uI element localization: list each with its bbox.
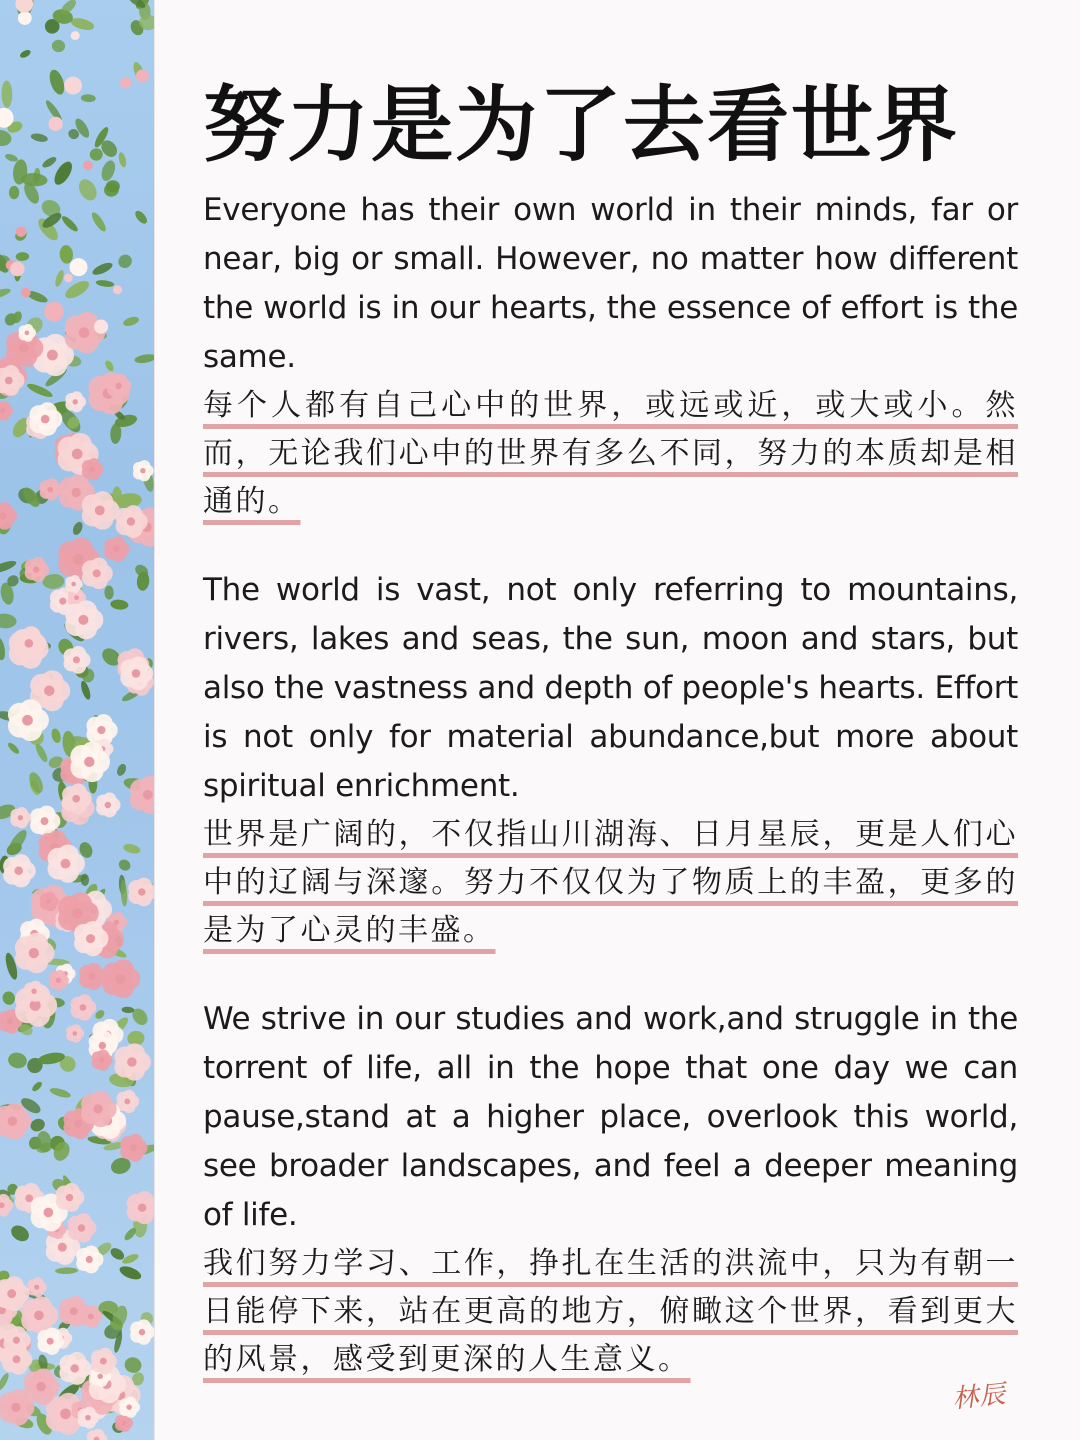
flower-bud	[16, 226, 26, 236]
section-3	[203, 995, 1018, 1384]
leaf	[59, 245, 74, 264]
leaf	[1, 990, 16, 1006]
flower	[102, 959, 140, 998]
leaf	[9, 186, 20, 200]
leaf	[0, 613, 17, 629]
leaf	[47, 68, 67, 97]
leaf	[49, 1086, 72, 1099]
flower	[3, 854, 36, 887]
flower	[128, 878, 155, 907]
leaf	[121, 1252, 140, 1266]
flower	[127, 1191, 155, 1224]
leaf	[69, 16, 95, 32]
leaf	[91, 260, 114, 277]
flower-bud	[94, 320, 108, 334]
section-3-chinese-text: 我们努力学习、工作，挣扎在生活的洪流中，只为有朝一日能停下来，站在更高的地方，俯瞰这个世界，看到更大的风景，感受到更深的人生意义。	[203, 1246, 1018, 1377]
leaf	[122, 315, 140, 327]
page-title: 努力是为了去看世界	[203, 78, 960, 173]
flower-bud	[136, 70, 149, 83]
flower	[56, 1183, 84, 1212]
leaf	[123, 1355, 143, 1374]
leaf	[19, 48, 32, 59]
leaf	[79, 680, 92, 701]
flower	[79, 963, 106, 990]
article	[203, 78, 1018, 1424]
flower	[68, 1213, 97, 1242]
leaf	[54, 269, 66, 288]
flower-bud	[69, 258, 87, 276]
leaf	[51, 39, 66, 53]
flower-bud	[18, 11, 32, 25]
leaf	[0, 637, 7, 661]
leaf	[55, 1267, 78, 1274]
section-1	[203, 186, 1018, 526]
leaf	[51, 159, 76, 188]
leaf	[0, 287, 12, 300]
flower	[66, 1024, 84, 1042]
leaf	[8, 1222, 32, 1244]
flower-bud	[83, 161, 93, 171]
section-1-chinese	[203, 382, 1018, 526]
leaf	[118, 1264, 143, 1282]
section-3-english: We strive in our studies and work,and struggle in the torrent of life, all in the hope that one day we can pause,stand at a higher place, overlook this world, see broader landscapes, and feel a deeper meaning of life.	[203, 1001, 1018, 1233]
flower-bud	[120, 77, 131, 88]
signature: 林辰	[950, 1379, 1008, 1415]
leaf	[104, 585, 114, 599]
section-1-chinese-text: 每个人都有自己心中的世界，或远或近，或大或小。然而，无论我们心中的世界有多么不同，努力的本质却是相通的。	[203, 388, 1018, 519]
leaf	[0, 1372, 11, 1392]
flower	[10, 807, 31, 828]
section-3-chinese	[203, 1240, 1018, 1384]
leaf	[122, 842, 141, 855]
flower	[71, 994, 97, 1020]
flower	[120, 1134, 147, 1162]
leaf	[26, 770, 45, 795]
leaf	[117, 857, 133, 872]
leaf	[99, 159, 118, 183]
leaf	[134, 353, 155, 365]
flower	[65, 600, 103, 639]
flower	[82, 558, 113, 590]
flower-bud	[10, 262, 25, 277]
leaf	[115, 763, 128, 778]
flower	[87, 1429, 108, 1440]
flower-bud	[71, 31, 80, 40]
leaf	[71, 520, 84, 536]
leaf	[34, 742, 50, 763]
leaf	[50, 727, 62, 743]
leaf	[0, 558, 18, 575]
leaf	[133, 209, 149, 226]
flower	[114, 1043, 151, 1080]
flower	[0, 502, 17, 530]
leaf	[117, 152, 127, 169]
leaf	[4, 152, 19, 163]
section-1-english: Everyone has their own world in their minds, far or near, big or small. However, no matter how different the world is in our hearts, the essence of effort is the same.	[203, 192, 1018, 375]
flower-bud	[64, 77, 82, 95]
flower-illustration	[0, 0, 155, 1440]
section-2	[203, 566, 1018, 955]
leaf	[1, 80, 12, 107]
leaf	[75, 176, 100, 204]
flower	[27, 1277, 46, 1297]
leaf	[16, 252, 30, 261]
leaf	[95, 279, 114, 288]
flower-bud	[113, 285, 122, 294]
leaf	[6, 741, 20, 755]
flower	[104, 536, 129, 562]
leaf	[121, 1006, 134, 1013]
flower	[116, 1090, 139, 1113]
leaf	[31, 1080, 44, 1093]
leaf	[30, 132, 49, 143]
flower-bud	[48, 117, 62, 131]
flower-decoration-strip	[0, 0, 155, 1440]
leaf	[104, 359, 116, 372]
leaf	[41, 155, 58, 170]
leaf	[116, 252, 135, 271]
flower	[0, 401, 13, 421]
leaf	[81, 94, 96, 103]
leaf	[110, 599, 129, 611]
leaf	[90, 211, 109, 234]
flower	[82, 458, 104, 480]
flower-bud	[64, 274, 73, 283]
flower-bud	[44, 302, 64, 322]
leaf	[90, 148, 103, 161]
flower	[40, 478, 62, 500]
flower-bud	[21, 288, 31, 298]
section-2-chinese-text: 世界是广阔的，不仅指山川湖海、日月星辰，更是人们心中的辽阔与深邃。努力不仅仅为了物质上的丰盈，更多的是为了心灵的丰盛。	[203, 817, 1018, 948]
section-2-chinese	[203, 811, 1018, 955]
flower	[96, 793, 120, 818]
flower	[65, 391, 86, 412]
leaf	[7, 1051, 29, 1070]
section-2-english: The world is vast, not only referring to mountains, rivers, lakes and seas, the sun, moon and stars, but also the vastness and depth of people's hearts. Effort is not only for material abundance,but more about spiritual enrichment.	[203, 572, 1018, 804]
leaf	[60, 214, 80, 233]
